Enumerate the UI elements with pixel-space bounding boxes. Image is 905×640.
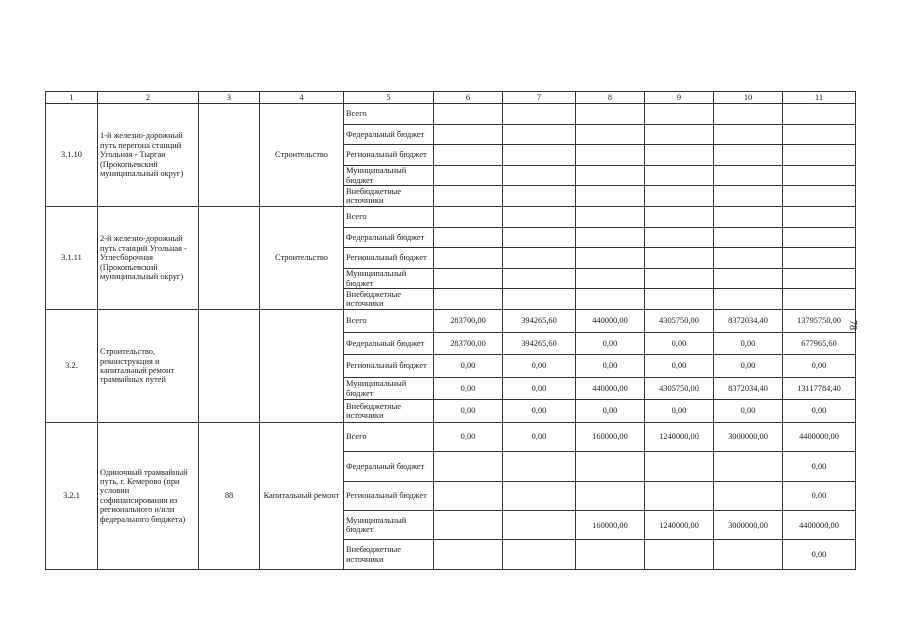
- amount-cell: [783, 289, 856, 310]
- amount-cell: [714, 165, 783, 186]
- amount-cell: 0,00: [645, 332, 714, 355]
- amount-cell: [645, 268, 714, 289]
- table-row: [46, 104, 856, 125]
- amount-cell: [714, 104, 783, 125]
- item-number: 3.1.10: [46, 104, 98, 207]
- funding-source-label: Всего: [344, 309, 434, 332]
- amount-cell: 0,00: [576, 400, 645, 423]
- amount-cell: 677965,60: [783, 332, 856, 355]
- work-type: [260, 309, 344, 422]
- funding-source-label: Региональный бюджет: [344, 355, 434, 378]
- amount-cell: [503, 289, 576, 310]
- amount-cell: 4400000,00: [783, 422, 856, 451]
- amount-cell: [576, 165, 645, 186]
- amount-cell: 4305750,00: [645, 309, 714, 332]
- amount-cell: [576, 124, 645, 145]
- item-name: Строительство, реконструкция и капитальный ремонт трамвайных путей: [98, 309, 199, 422]
- amount-cell: [434, 540, 503, 569]
- amount-cell: 0,00: [645, 355, 714, 378]
- amount-cell: 0,00: [503, 400, 576, 423]
- amount-cell: [576, 540, 645, 569]
- amount-cell: [576, 289, 645, 310]
- funding-source-label: Региональный бюджет: [344, 481, 434, 510]
- amount-cell: [576, 481, 645, 510]
- item-number: 3.2.1: [46, 422, 98, 569]
- column-number-header: 9: [645, 92, 714, 104]
- item-name: 2-й железно-дорожный путь станций Угольная - Углесборочная (Прокопьевский муниципальный округ): [98, 206, 199, 309]
- amount-cell: [576, 206, 645, 227]
- amount-cell: [783, 186, 856, 207]
- amount-cell: 13117784,40: [783, 377, 856, 400]
- amount-cell: [503, 124, 576, 145]
- item-code: [199, 104, 260, 207]
- amount-cell: 1240000,00: [645, 511, 714, 540]
- amount-cell: [714, 145, 783, 166]
- amount-cell: [645, 124, 714, 145]
- amount-cell: [434, 268, 503, 289]
- amount-cell: [645, 206, 714, 227]
- amount-cell: [576, 452, 645, 481]
- amount-cell: [645, 248, 714, 269]
- amount-cell: [434, 145, 503, 166]
- amount-cell: [714, 186, 783, 207]
- funding-source-label: Региональный бюджет: [344, 145, 434, 166]
- amount-cell: [645, 145, 714, 166]
- amount-cell: 394265,60: [503, 332, 576, 355]
- amount-cell: [503, 145, 576, 166]
- column-number-header: 3: [199, 92, 260, 104]
- item-number: 3.1.11: [46, 206, 98, 309]
- column-number-header: 11: [783, 92, 856, 104]
- amount-cell: [783, 165, 856, 186]
- amount-cell: 3000000,00: [714, 422, 783, 451]
- item-code: [199, 206, 260, 309]
- amount-cell: [714, 481, 783, 510]
- funding-source-label: Региональный бюджет: [344, 248, 434, 269]
- amount-cell: 440000,00: [576, 377, 645, 400]
- amount-cell: [434, 206, 503, 227]
- funding-source-label: Муниципальный бюджет: [344, 377, 434, 400]
- amount-cell: 0,00: [783, 400, 856, 423]
- amount-cell: [576, 227, 645, 248]
- amount-cell: [434, 452, 503, 481]
- amount-cell: [503, 452, 576, 481]
- amount-cell: 0,00: [576, 355, 645, 378]
- amount-cell: [645, 227, 714, 248]
- amount-cell: 160000,00: [576, 511, 645, 540]
- amount-cell: 0,00: [503, 355, 576, 378]
- item-name: 1-й железно-дорожный путь перегона станций Угольная - Тыргаи (Прокопьевский муниципальный округ): [98, 104, 199, 207]
- amount-cell: 160000,00: [576, 422, 645, 451]
- work-type: Строительство: [260, 206, 344, 309]
- amount-cell: [714, 248, 783, 269]
- amount-cell: [714, 124, 783, 145]
- amount-cell: [434, 481, 503, 510]
- funding-source-label: Внебюджетные источники: [344, 540, 434, 569]
- amount-cell: 0,00: [783, 452, 856, 481]
- funding-source-label: Федеральный бюджет: [344, 452, 434, 481]
- work-type: Капитальный ремонт: [260, 422, 344, 569]
- amount-cell: [645, 452, 714, 481]
- amount-cell: [714, 206, 783, 227]
- amount-cell: [503, 206, 576, 227]
- amount-cell: [503, 104, 576, 125]
- amount-cell: 1240000,00: [645, 422, 714, 451]
- amount-cell: [434, 511, 503, 540]
- column-number-header: 7: [503, 92, 576, 104]
- table-row: [46, 309, 856, 332]
- amount-cell: 4305750,00: [645, 377, 714, 400]
- amount-cell: [645, 540, 714, 569]
- table-header-row: [46, 92, 856, 104]
- amount-cell: 13795750,00: [783, 309, 856, 332]
- amount-cell: 3000000,00: [714, 511, 783, 540]
- amount-cell: 0,00: [645, 400, 714, 423]
- amount-cell: [783, 248, 856, 269]
- amount-cell: 0,00: [783, 540, 856, 569]
- funding-source-label: Федеральный бюджет: [344, 227, 434, 248]
- funding-source-label: Федеральный бюджет: [344, 124, 434, 145]
- amount-cell: [714, 268, 783, 289]
- amount-cell: 0,00: [434, 377, 503, 400]
- amount-cell: [503, 186, 576, 207]
- item-code: [199, 309, 260, 422]
- amount-cell: [645, 186, 714, 207]
- amount-cell: 0,00: [783, 481, 856, 510]
- amount-cell: 0,00: [434, 422, 503, 451]
- amount-cell: 283700,00: [434, 332, 503, 355]
- page-number: 78: [847, 320, 858, 330]
- amount-cell: [434, 289, 503, 310]
- column-number-header: 6: [434, 92, 503, 104]
- funding-source-label: Всего: [344, 422, 434, 451]
- column-number-header: 2: [98, 92, 199, 104]
- amount-cell: [434, 124, 503, 145]
- amount-cell: [503, 511, 576, 540]
- amount-cell: [434, 248, 503, 269]
- amount-cell: 0,00: [503, 422, 576, 451]
- amount-cell: 0,00: [714, 400, 783, 423]
- amount-cell: [645, 104, 714, 125]
- work-type: Строительство: [260, 104, 344, 207]
- amount-cell: [645, 165, 714, 186]
- amount-cell: [783, 227, 856, 248]
- amount-cell: [434, 227, 503, 248]
- funding-source-label: Муниципальный бюджет: [344, 165, 434, 186]
- budget-table: [45, 91, 856, 570]
- funding-source-label: Внебюджетные источники: [344, 289, 434, 310]
- funding-source-label: Муниципальный бюджет: [344, 268, 434, 289]
- amount-cell: [434, 165, 503, 186]
- amount-cell: [714, 540, 783, 569]
- amount-cell: 440000,00: [576, 309, 645, 332]
- amount-cell: [576, 268, 645, 289]
- amount-cell: [503, 540, 576, 569]
- item-number: 3.2.: [46, 309, 98, 422]
- column-number-header: 5: [344, 92, 434, 104]
- amount-cell: 8372034,40: [714, 309, 783, 332]
- funding-source-label: Всего: [344, 104, 434, 125]
- amount-cell: [714, 289, 783, 310]
- amount-cell: [576, 186, 645, 207]
- table-row: [46, 422, 856, 451]
- column-number-header: 8: [576, 92, 645, 104]
- amount-cell: [783, 124, 856, 145]
- amount-cell: 394265,60: [503, 309, 576, 332]
- amount-cell: [714, 227, 783, 248]
- amount-cell: [503, 248, 576, 269]
- column-number-header: 4: [260, 92, 344, 104]
- amount-cell: [783, 206, 856, 227]
- amount-cell: 0,00: [783, 355, 856, 378]
- amount-cell: [434, 186, 503, 207]
- amount-cell: [783, 104, 856, 125]
- amount-cell: 0,00: [714, 332, 783, 355]
- amount-cell: 8372034,40: [714, 377, 783, 400]
- amount-cell: [576, 104, 645, 125]
- amount-cell: [645, 289, 714, 310]
- funding-source-label: Федеральный бюджет: [344, 332, 434, 355]
- amount-cell: [714, 452, 783, 481]
- column-number-header: 10: [714, 92, 783, 104]
- amount-cell: [503, 268, 576, 289]
- amount-cell: [434, 104, 503, 125]
- amount-cell: 283700,00: [434, 309, 503, 332]
- amount-cell: 0,00: [434, 355, 503, 378]
- amount-cell: [576, 248, 645, 269]
- amount-cell: [783, 268, 856, 289]
- amount-cell: [783, 145, 856, 166]
- amount-cell: [503, 481, 576, 510]
- amount-cell: 0,00: [503, 377, 576, 400]
- amount-cell: [576, 145, 645, 166]
- funding-source-label: Всего: [344, 206, 434, 227]
- funding-source-label: Муниципальный бюджет: [344, 511, 434, 540]
- table-row: [46, 206, 856, 227]
- item-code: 88: [199, 422, 260, 569]
- amount-cell: 4400000,00: [783, 511, 856, 540]
- item-name: Одиночный трамвайный путь, г. Кемерово (при условии софинансирования из регионального и/или федерального бюджета): [98, 422, 199, 569]
- amount-cell: [503, 165, 576, 186]
- amount-cell: 0,00: [714, 355, 783, 378]
- funding-source-label: Внебюджетные источники: [344, 400, 434, 423]
- amount-cell: [645, 481, 714, 510]
- column-number-header: 1: [46, 92, 98, 104]
- funding-source-label: Внебюджетные источники: [344, 186, 434, 207]
- amount-cell: 0,00: [434, 400, 503, 423]
- amount-cell: [503, 227, 576, 248]
- amount-cell: 0,00: [576, 332, 645, 355]
